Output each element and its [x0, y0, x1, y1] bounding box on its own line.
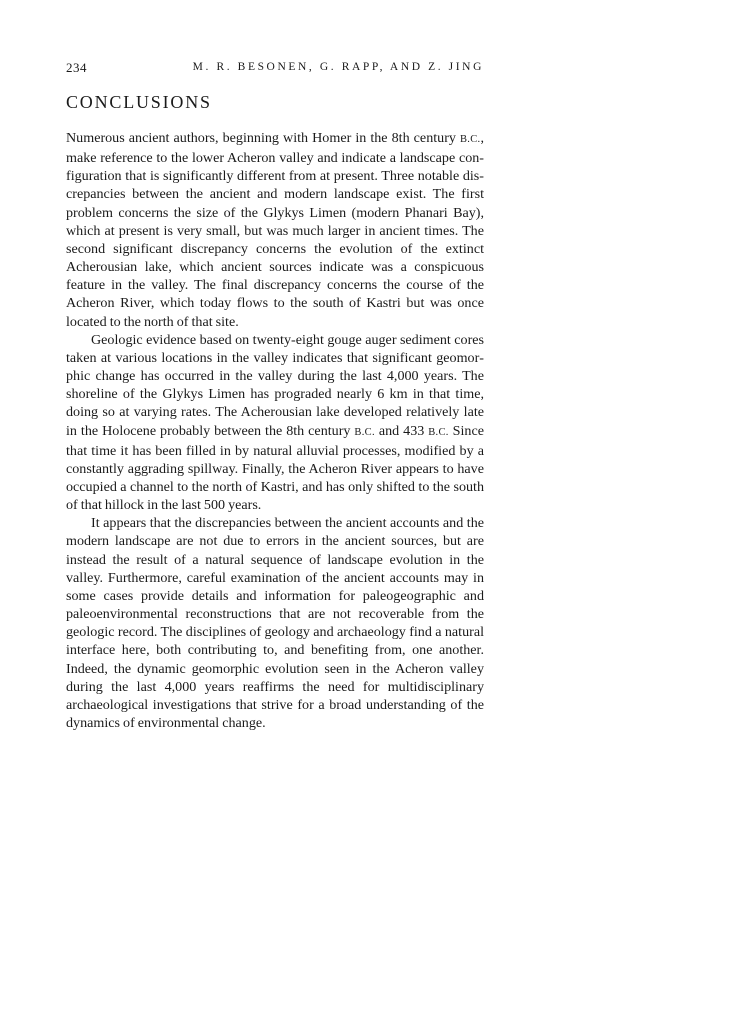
section-title: CONCLUSIONS: [66, 92, 212, 112]
paragraph-text: It appears that the discrepancies between the ancient accounts and the modern landscape are not due to errors in the ancient sources, but are instead the result of a natural sequence of landscape evolution in the valley. Furthermore, careful examination of the ancient accounts may in some cases provide details and information for paleogeographic and paleoenvironmental reconstructions that are not recoverable from the geologic record. The disciplines of geology and archaeology find a natural interface here, both contributing to, and benefiting from, one another. Indeed, the dynamic geomorphic evolution seen in the Acheron valley during the last 4,000 years reaffirms the need for multidisciplinary archaeological investigations that strive for a broad understanding of the dynamics of environmental change.: [66, 515, 484, 731]
paragraph: [66, 514, 484, 732]
small-caps-era: B.C.: [460, 134, 481, 145]
paragraph-text: , make reference to the lower Acheron valley and indicate a landscape configuration that is significantly different from at present. Three notable discrepancies between the ancient and modern landscape exist. The first problem concerns the size of the Glykys Limen (modern Phanari Bay), which at present is very small, but was much larger in ancient times. The second significant discrepancy concerns the evolution of the extinct Acherousian lake, which ancient sources indicate was a conspicuous feature in the valley. The final discrepancy concerns the course of the Acheron River, which today flows to the south of Kastri but was once located to the north of that site.: [66, 130, 484, 330]
paragraph: [66, 331, 484, 515]
paragraph: [66, 129, 484, 331]
paragraph-text: Geologic evidence based on twenty-eight gouge auger sediment cores taken at various locations in the valley indicates that significant geomorphic change has occurred in the valley during the last 4,000 years. The shoreline of the Glykys Limen has prograded nearly 6 km in that time, doing so at varying rates. The Acherousian lake developed relatively late in the Holocene probably between the 8th century: [66, 331, 484, 439]
paragraph-text: Numerous ancient authors, beginning with Homer in the 8th century: [66, 130, 460, 146]
small-caps-era: B.C.: [354, 426, 375, 438]
running-head-authors: M. R. BESONEN, G. RAPP, AND Z. JING: [192, 61, 484, 73]
small-caps-era: B.C.: [428, 426, 449, 438]
page-number: 234: [66, 60, 87, 75]
paragraph-text: Since that time it has been filled in by natural alluvial processes, modified by a constantly aggrading spillway. Finally, the Acheron River appears to have occupied a channel to the north of Kastri, and has only shifted to the south of that hillock in the last 500 years.: [66, 422, 484, 514]
paragraph-text: and 433: [374, 422, 429, 439]
body-text: [66, 129, 484, 732]
